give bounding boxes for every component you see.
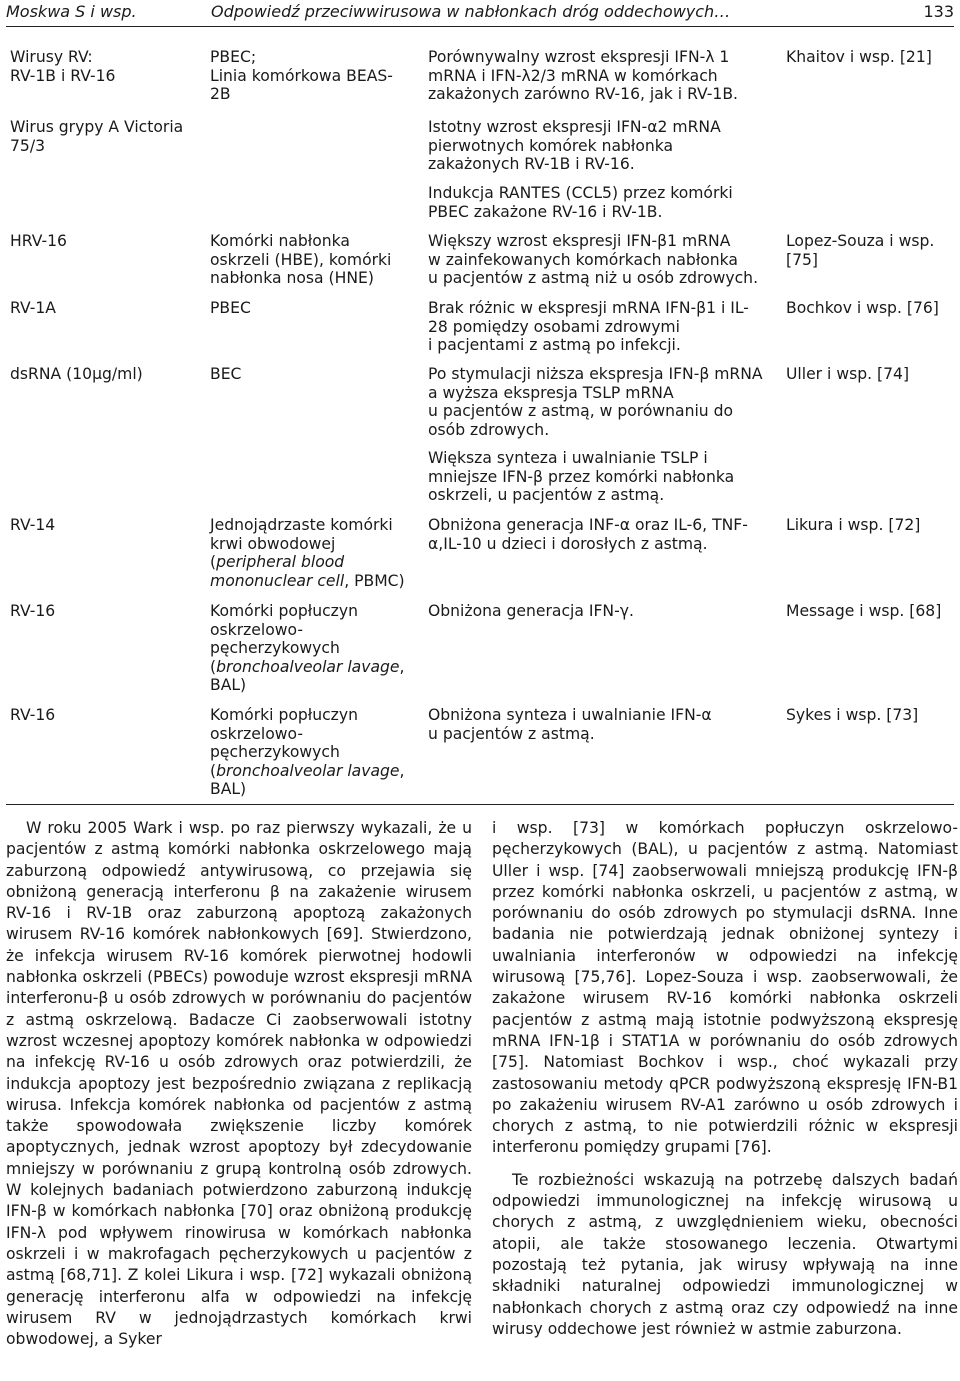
- cells-text: Komórki popłuczyn oskrzelowo- pęcherzykowych (: [210, 602, 358, 676]
- table-cell-result: Po stymulacji niższa ekspresja IFN-β mRNA a wyższa ekspresja TSLP mRNA u pacjentów z astmą, w porównaniu do osób zdrowych.: [428, 365, 763, 439]
- header-rule: [6, 26, 954, 27]
- table-cell-virus: HRV-16: [10, 232, 67, 250]
- cells-text-latin: bronchoalveolar lavage: [216, 761, 400, 780]
- table-cell-cells: [210, 602, 415, 695]
- table-cell-result: Większa synteza i uwalnianie TSLP i mniejsze IFN-β przez komórki nabłonka oskrzeli, u pacjentów z astmą.: [428, 449, 735, 505]
- table-cell-result: Istotny wzrost ekspresji IFN-α2 mRNA pierwotnych komórek nabłonka zakażonych RV-1B i RV-16.: [428, 118, 721, 174]
- cells-text-latin: bronchoalveolar lavage: [216, 657, 400, 676]
- table-cell-result: Obniżona synteza i uwalnianie IFN-α u pacjentów z astmą.: [428, 706, 712, 743]
- body-column-left: [6, 818, 472, 1350]
- table-cell-virus: RV-16: [10, 602, 56, 620]
- table-cell-result: Obniżona generacja IFN-γ.: [428, 602, 634, 620]
- table-cell-result: Większy wzrost ekspresji IFN-β1 mRNA w zainfekowanych komórkach nabłonka u pacjentów z astmą niż u osób zdrowych.: [428, 232, 759, 288]
- table-cell-reference: Bochkov i wsp. [76]: [786, 299, 939, 317]
- body-paragraph: Te rozbieżności wskazują na potrzebę dalszych badań odpowiedzi immunologicznej na infekcję wirusową u chorych z astmą, z uwzględnieniem wieku, obecności atopii, ale także stosowanego leczenia. Otwartymi pozostają też pytania, jak wirusy wpływają na inne składniki naturalnej odpowiedzi immunologicznej w nabłonkach chorych z astmą oraz czy odpowiedź na inne wirusy oddechowe jest również w astmie zaburzona.: [492, 1170, 958, 1338]
- body-paragraph: W roku 2005 Wark i wsp. po raz pierwszy wykazali, że u pacjentów z astmą komórki nabłonka oskrzelowego mają zaburzoną odpowiedź antywirusową, co przejawia się obniżoną generacją interferonu β na zakażenie wirusem RV-16 i RV-1B oraz zaburzoną apoptozą zakażonych wirusem RV-16 komórek nabłonkowych [69]. Stwierdzono, że infekcja wirusem RV-16 komórek pierwotnej hodowli nabłonka oskrzeli (PBECs) powoduje wzrost ekspresji mRNA interferonu-β u osób zdrowych w porównaniu do pacjentów z astmą oskrzelową. Badacze Ci zaobserwowali istotny wzrost wczesnej apoptozy komórek nabłonka w odpowiedzi na infekcję RV-16 u osób zdrowych oraz potwierdzili, że indukcja apoptozy jest bezpośrednio związana z replikacją wirusa. Infekcja komórek nabłonka od pacjentów z astmą także spowodowała zwiększenie liczby komórek apoptycznych, jednak wzrost apoptozy był zdecydowanie mniejszy w porównaniu z grupą kontrolną osób zdrowych. W kolejnych badaniach potwierdzono zaburzoną indukcję IFN-β w komórkach nabłonka [70] oraz obniżoną produkcję IFN-λ pod wpływem rinowirusa w komórkach nabłonka oskrzeli i w makrofagach pęcherzykowych u pacjentów z astmą [68,71]. Z kolei Likura i wsp. [72] wykazali obniżoną generację interferonu alfa w odpowiedzi na infekcję wirusem RV w jednojądrzastych komórkach krwi obwodowej, a Syker: [6, 819, 472, 1349]
- table-cell-reference: Likura i wsp. [72]: [786, 516, 921, 534]
- table-cell-result: Indukcja RANTES (CCL5) przez komórki PBEC zakażone RV-16 i RV-1B.: [428, 184, 733, 221]
- cells-text-end: , BAL): [210, 657, 405, 695]
- table-cell-cells: [210, 516, 415, 590]
- cells-text-latin: peripheral blood mononuclear cell: [210, 553, 345, 590]
- table-cell-result: Obniżona generacja INF-α oraz IL-6, TNF- α,IL-10 u dzieci i dorosłych z astmą.: [428, 516, 748, 553]
- table-cell-cells: [210, 706, 415, 799]
- table-cell-cells: PBEC: [210, 299, 251, 317]
- table-cell-reference: Sykes i wsp. [73]: [786, 706, 919, 724]
- cells-text-end: , PBMC): [344, 571, 405, 590]
- table-cell-reference: Message i wsp. [68]: [786, 602, 942, 620]
- running-header: [6, 0, 954, 26]
- table-bottom-rule: [6, 804, 954, 805]
- table-cell-result: Brak różnic w ekspresji mRNA IFN-β1 i IL- 28 pomiędzy osobami zdrowymi i pacjentami z astmą po infekcji.: [428, 299, 749, 355]
- body-column-right: [492, 818, 958, 1340]
- table-cell-reference: Lopez-Souza i wsp. [75]: [786, 232, 935, 269]
- cells-text: Komórki popłuczyn oskrzelowo- pęcherzykowych (: [210, 706, 358, 780]
- table-cell-virus: RV-1A: [10, 299, 56, 317]
- cells-text-end: , BAL): [210, 761, 405, 799]
- table-cell-cells: Komórki nabłonka oskrzeli (HBE), komórki nabłonka nosa (HNE): [210, 232, 392, 288]
- header-title: Odpowiedź przeciwwirusowa w nabłonkach dróg oddechowych…: [211, 2, 731, 21]
- cells-text: Jednojądrzaste komórki krwi obwodowej (: [210, 516, 393, 572]
- table-cell-reference: Uller i wsp. [74]: [786, 365, 910, 383]
- table-cell-virus: dsRNA (10µg/ml): [10, 365, 143, 383]
- table-cell-reference: Khaitov i wsp. [21]: [786, 48, 932, 66]
- table-cell-virus: Wirus grypy A Victoria 75/3: [10, 118, 184, 155]
- table-cell-virus: RV-16: [10, 706, 56, 724]
- header-authors: Moskwa S i wsp.: [6, 2, 137, 21]
- body-paragraph: i wsp. [73] w komórkach popłuczyn oskrzelowo-pęcherzykowych (BAL), u pacjentów z astmą. Natomiast Uller i wsp. [74] zaobserwowali mniejszą produkcję IFN-β przez komórki nabłonka oskrzeli, u pacjentów z astmą, w porównaniu do osób zdrowych po stymulacji dsRNA. Inne badania nie potwierdzają jednak obniżonej syntezy i uwalniania interferonów w odpowiedzi na infekcję wirusową [75,76]. Lopez-Souza i wsp. zaobserwowali, że zakażone wirusem RV-16 komórki nabłonka oskrzeli pacjentów z astmą mają istotnie podwyższoną ekspresję mRNA IFN-1β i STAT1A w porównaniu do osób zdrowych [75]. Natomiast Bochkov i wsp., choć wykazali przy zastosowaniu metody qPCR podwyższoną ekspresję IFN-B1 po zakażeniu wirusem RV-A1 zarówno u osób zdrowych i chorych z astmą, to nie potwierdzili różnic w ekspresji interferonu pomiędzy grupami [76].: [492, 819, 958, 1157]
- table-cell-cells: BEC: [210, 365, 242, 383]
- page-number: 133: [923, 2, 954, 21]
- table-cell-result: Porównywalny wzrost ekspresji IFN-λ 1 mRNA i IFN-λ2/3 mRNA w komórkach zakażonych zarówno RV-16, jak i RV-1B.: [428, 48, 739, 104]
- table-cell-virus: RV-14: [10, 516, 56, 534]
- table-cell-virus: Wirusy RV: RV-1B i RV-16: [10, 48, 116, 85]
- table-cell-cells: PBEC; Linia komórkowa BEAS- 2B: [210, 48, 393, 104]
